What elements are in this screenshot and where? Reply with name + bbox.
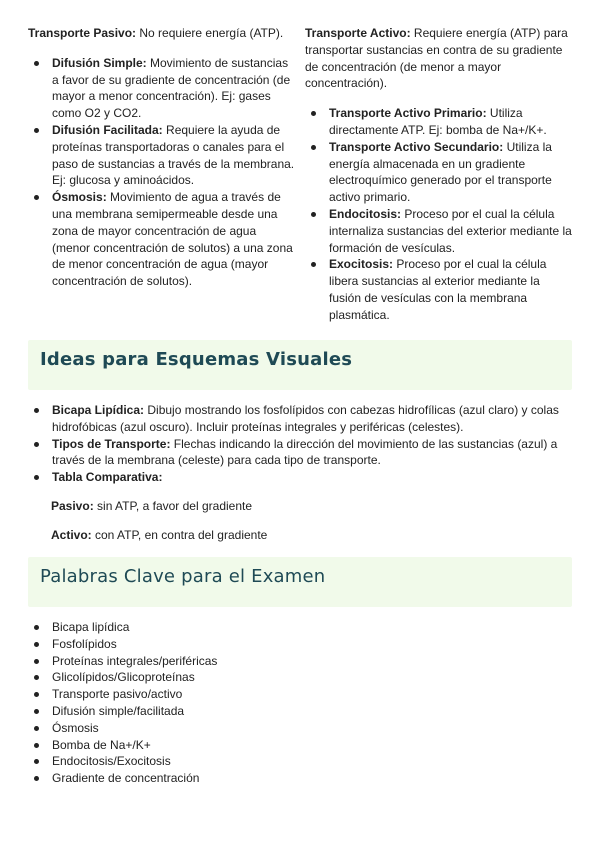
list-item bbox=[28, 122, 296, 189]
active-transport-intro bbox=[305, 25, 573, 92]
keyword-item: Ósmosis bbox=[28, 720, 568, 737]
list-item bbox=[305, 139, 573, 206]
section-title: Palabras Clave para el Examen bbox=[40, 566, 326, 587]
list-item bbox=[28, 402, 568, 436]
keywords-list bbox=[28, 619, 568, 787]
comparison-text: con ATP, en contra del gradiente bbox=[91, 528, 268, 542]
item-label: Difusión Facilitada: bbox=[52, 122, 163, 137]
list-item bbox=[305, 256, 573, 323]
comparison-label: Activo: bbox=[51, 528, 92, 542]
section-header-visual-schemes bbox=[28, 340, 572, 390]
keyword-item: Transporte pasivo/activo bbox=[28, 686, 568, 703]
list-item bbox=[28, 469, 568, 486]
item-text: Utiliza la energía almacenada en un gradiente electroquímico generado por el transporte activo primario. bbox=[329, 139, 552, 205]
item-text: Proceso por el cual la célula libera sustancias al exterior mediante la fusión de vesículas con la membrana plasmática. bbox=[329, 257, 547, 322]
keyword-item: Glicolípidos/Glicoproteínas bbox=[28, 669, 568, 686]
item-label: Bicapa Lipídica: bbox=[52, 403, 145, 417]
active-transport-label: Transporte Activo: bbox=[305, 26, 411, 40]
list-item bbox=[28, 436, 568, 470]
keyword-item: Fosfolípidos bbox=[28, 636, 568, 653]
passive-transport-label: Transporte Pasivo: bbox=[28, 26, 137, 40]
list-item bbox=[28, 55, 296, 122]
list-item bbox=[305, 105, 573, 139]
keyword-item: Difusión simple/facilitada bbox=[28, 703, 568, 720]
item-label: Transporte Activo Secundario: bbox=[329, 139, 504, 154]
passive-transport-text: No requiere energía (ATP). bbox=[136, 26, 284, 40]
active-transport-text: Requiere energía (ATP) para transportar sustancias en contra de su gradiente de concentración (de menor a mayor concentración). bbox=[305, 26, 568, 91]
two-column-section bbox=[28, 25, 573, 324]
passive-transport-intro bbox=[28, 25, 296, 42]
comparison-text: sin ATP, a favor del gradiente bbox=[93, 499, 253, 513]
visual-schemes-list bbox=[28, 402, 568, 486]
passive-transport-column bbox=[28, 25, 296, 324]
section-header-keywords bbox=[28, 557, 572, 607]
item-text: Flechas indicando la dirección del movimiento de las sustancias (azul) a través de la membrana (celeste) para cada tipo de transporte. bbox=[52, 436, 558, 468]
keyword-item: Bomba de Na+/K+ bbox=[28, 737, 568, 754]
item-label: Endocitosis: bbox=[329, 206, 402, 221]
item-text: Proceso por el cual la célula internaliza sustancias del exterior mediante la formación de vesículas. bbox=[329, 206, 572, 255]
active-transport-list bbox=[305, 105, 573, 323]
item-label: Transporte Activo Primario: bbox=[329, 106, 487, 121]
item-text: Movimiento de sustancias a favor de su gradiente de concentración (de mayor a menor concentración). Ej: gases como O2 y CO2. bbox=[52, 55, 291, 121]
item-label: Difusión Simple: bbox=[52, 55, 147, 70]
item-label: Ósmosis: bbox=[52, 190, 107, 205]
item-label: Tabla Comparativa: bbox=[52, 470, 163, 485]
comparison-passive bbox=[51, 498, 252, 515]
keyword-item: Endocitosis/Exocitosis bbox=[28, 753, 568, 770]
item-label: Exocitosis: bbox=[329, 257, 394, 272]
item-text: Requiere la ayuda de proteínas transportadoras o canales para el paso de sustancias a través de la membrana. Ej: glucosa y aminoácidos. bbox=[52, 122, 295, 188]
item-text: Movimiento de agua a través de una membrana semipermeable desde una zona de mayor concentración de agua (menor concentración de solutos) a una zona de menor concentración de agua (mayor concentración de solutos). bbox=[52, 190, 293, 289]
comparison-label: Pasivo: bbox=[51, 499, 94, 513]
section-title: Ideas para Esquemas Visuales bbox=[40, 349, 353, 370]
list-item bbox=[28, 189, 296, 290]
keyword-item: Proteínas integrales/periféricas bbox=[28, 653, 568, 670]
item-label: Tipos de Transporte: bbox=[52, 436, 171, 451]
list-item bbox=[305, 206, 573, 256]
item-text: Dibujo mostrando los fosfolípidos con cabezas hidrofílicas (azul claro) y colas hidrofóbicas (azul oscuro). Incluir proteínas integrales y periféricas (celestes). bbox=[52, 403, 559, 434]
item-text: Utiliza directamente ATP. Ej: bomba de Na+/K+. bbox=[329, 106, 547, 137]
keyword-item: Bicapa lipídica bbox=[28, 619, 568, 636]
passive-transport-list bbox=[28, 55, 296, 290]
comparison-active bbox=[51, 527, 267, 544]
active-transport-column bbox=[305, 25, 573, 324]
keyword-item: Gradiente de concentración bbox=[28, 770, 568, 787]
